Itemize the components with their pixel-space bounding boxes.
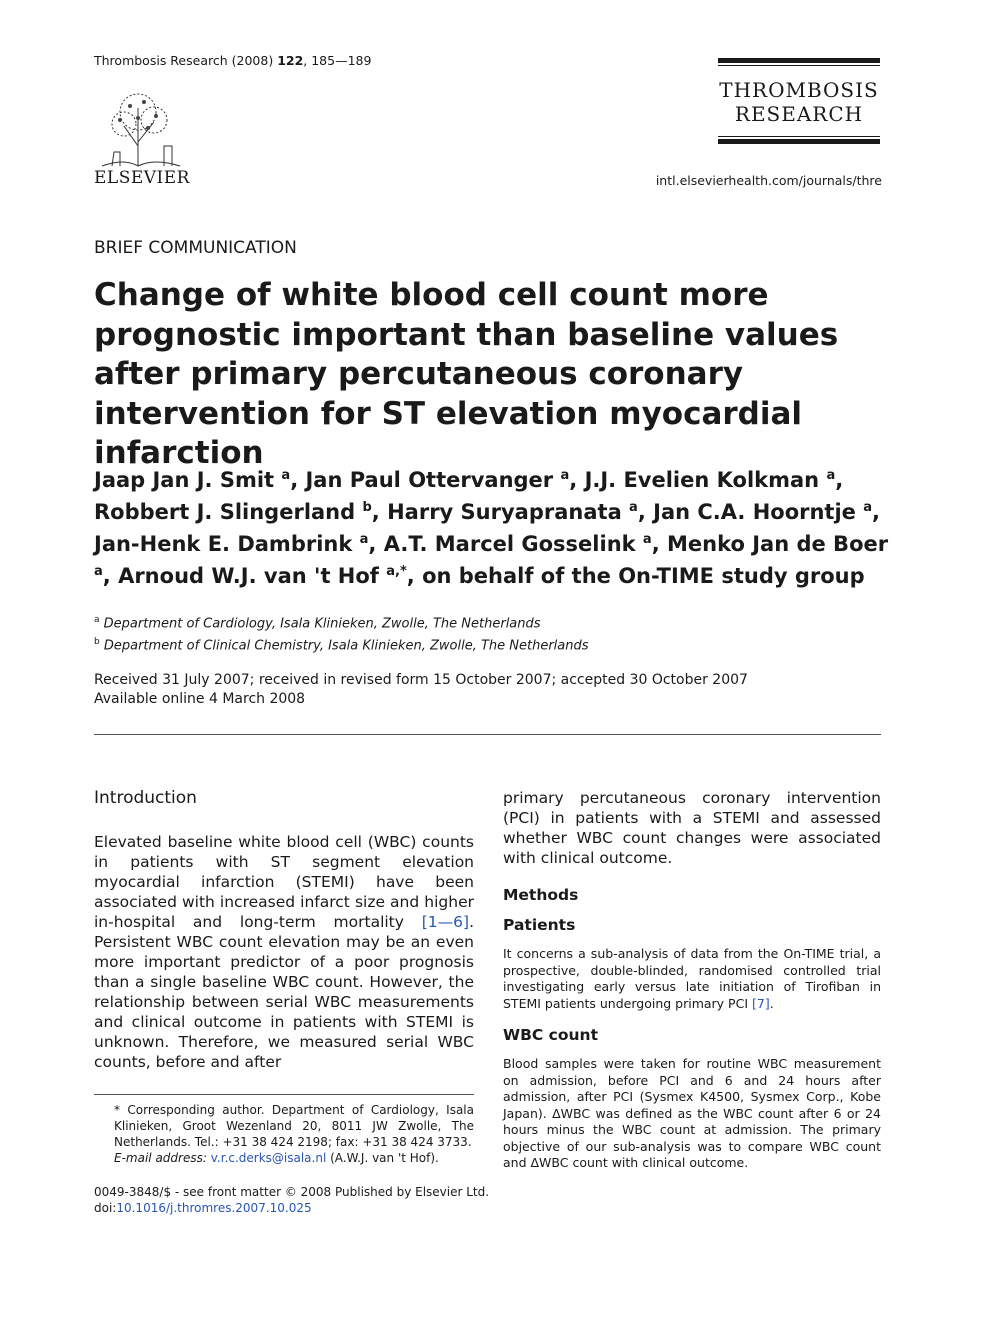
affiliation: $^b$ Department of Clinical Chemistry, Isala Klinieken, Zwolle, The Netherlands: [94, 637, 589, 654]
email-label: E-mail address:: [114, 1151, 207, 1165]
author: Menko Jan de Boer $^a$,: [94, 532, 889, 588]
author: Robbert J. Slingerland $^b$,: [94, 500, 388, 524]
issn-line: 0049-3848/$ - see front matter © 2008 Published by Elsevier Ltd.: [94, 1185, 490, 1199]
email-link[interactable]: v.r.c.derks@isala.nl: [210, 1151, 327, 1165]
doi-link[interactable]: 10.1016/j.thromres.2007.10.025: [116, 1201, 312, 1215]
affiliation: $^a$ Department of Cardiology, Isala Klinieken, Zwolle, The Netherlands: [94, 615, 541, 632]
patients-paragraph: It concerns a sub-analysis of data from the On-TIME trial, a prospective, double-blinded, randomised controlled trial investigating early versus late initiation of Tirofiban in STEMI patients undergoing primary PCI [7].: [503, 946, 881, 1011]
article-dates: [94, 671, 748, 709]
introduction-continued: primary percutaneous coronary intervention (PCI) in patients with a STEMI and assessed whether WBC count changes were associated with clinical outcome.: [503, 789, 881, 867]
brand-rule: [718, 139, 880, 144]
author: Jan Paul Ottervanger $^a$,: [305, 468, 585, 492]
doi-line: doi:10.1016/j.thromres.2007.10.025: [94, 1201, 312, 1215]
corresponding-author-footnote: [94, 1102, 474, 1166]
brand-rule: [718, 58, 880, 63]
introduction-heading: Introduction: [94, 788, 197, 808]
citation-link[interactable]: [7]: [751, 995, 770, 1011]
publisher-name: ELSEVIER: [94, 168, 190, 188]
available-online: Available online 4 March 2008: [94, 691, 306, 707]
brand-name: [718, 78, 880, 126]
brand-line-2: RESEARCH: [734, 102, 864, 126]
wbc-count-heading: WBC count: [503, 1026, 598, 1044]
left-column: [94, 788, 474, 1072]
received-dates: Received 31 July 2007; received in revised form 15 October 2007; accepted 30 October 2007: [94, 672, 748, 688]
email-line: [94, 1150, 474, 1166]
author-suffix: on behalf of the On-TIME study group: [422, 564, 865, 588]
journal-url-link[interactable]: intl.elsevierhealth.com/journals/thre: [655, 173, 882, 188]
right-column: [503, 788, 881, 1186]
email-owner: (A.W.J. van 't Hof).: [330, 1151, 439, 1165]
wbc-count-paragraph: Blood samples were taken for routine WBC measurement on admission, before PCI and 6 and 24 hours after admission, after PCI (Sysmex K4500, Sysmex Corp., Kobe Japan). ΔWBC was defined as the WBC count after 6 or 24 hours minus the WBC count at admission. The primary objective of our sub-analysis was to compare WBC count and ΔWBC count with clinical outcome.: [503, 1056, 881, 1170]
article-title: Change of white blood cell count more prognostic important than baseline values after primary percutaneous coronary intervention for ST elevation myocardial infarction: [94, 277, 839, 471]
footnote-divider: [94, 1094, 474, 1095]
author: Jan C.A. Hoorntje $^a$,: [653, 500, 880, 524]
patients-heading: Patients: [503, 916, 576, 934]
author: Harry Suryapranata $^a$,: [387, 500, 654, 524]
affiliations: [94, 611, 589, 656]
section-label: BRIEF COMMUNICATION: [94, 238, 297, 258]
author: Arnoud W.J. van 't Hof $^{a,*}$,: [118, 564, 423, 588]
journal-pages: , 185—189: [303, 53, 372, 68]
journal-citation: [94, 53, 371, 68]
copyright-block: [94, 1184, 489, 1216]
author: Jan-Henk E. Dambrink $^a$,: [94, 532, 384, 556]
header-divider: [94, 734, 881, 735]
brand-rule: [718, 65, 880, 66]
journal-name: Thrombosis Research: [94, 53, 228, 68]
citation-link[interactable]: [1—6]: [421, 913, 470, 931]
author-list: [94, 462, 894, 590]
journal-brand: [718, 58, 880, 144]
brand-line-1: THROMBOSIS: [719, 78, 879, 102]
methods-heading: Methods: [503, 886, 579, 904]
corresponding-author: * Corresponding author. Department of Cardiology, Isala Klinieken, Groot Wezenland 20, 8011 JW Zwolle, The Netherlands. Tel.: +31 38 424 2198; fax: +31 38 424 3733.: [114, 1103, 474, 1149]
author: J.J. Evelien Kolkman $^a$,: [584, 468, 844, 492]
journal-year: (2008): [231, 53, 274, 68]
author: Jaap Jan J. Smit $^a$,: [94, 468, 306, 492]
introduction-paragraph: Elevated baseline white blood cell (WBC) counts in patients with ST segment elevation myocardial infarction (STEMI) have been associated with increased infarct size and higher in-hospital and long-term mortality [1—6]. Persistent WBC count elevation may be an even more important predictor of a poor prognosis than a single baseline WBC count. However, the relationship between serial WBC measurements and clinical outcome in patients with STEMI is unknown. Therefore, we measured serial WBC counts, before and after: [94, 833, 474, 1071]
brand-rule: [718, 136, 880, 137]
journal-volume: 122: [277, 53, 304, 68]
author: A.T. Marcel Gosselink $^a$,: [383, 532, 667, 556]
